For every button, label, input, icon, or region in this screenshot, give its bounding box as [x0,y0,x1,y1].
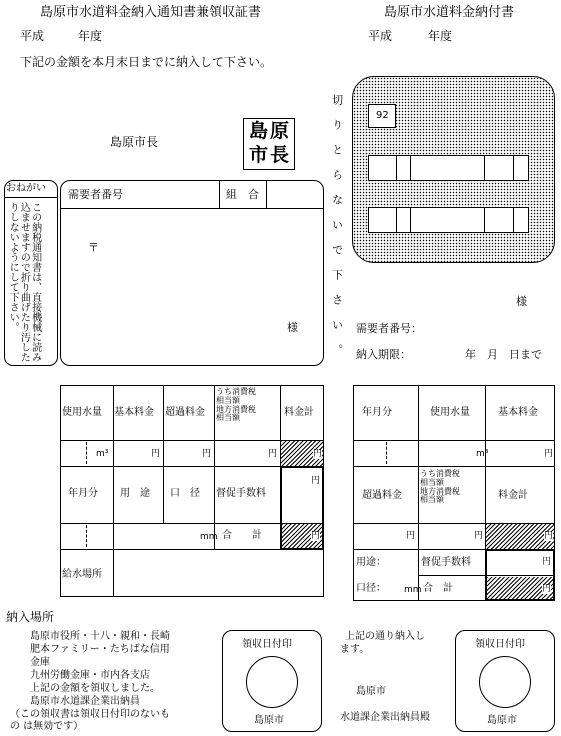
left-h-tax: うち消費税 相当額 地方消費税 相当額 [216,387,256,423]
stub-deadline-value: 年 月 日まで [465,348,542,361]
receipt-stamp-place-left: 島原市 [254,715,284,726]
postal-mark: 〒 [88,241,99,254]
right-u-m3: m³ [476,449,489,459]
right-u-yen-5: 円 [542,557,552,567]
left-u-yen-3: 円 [268,449,278,459]
payment-place-line: 九州労働金庫・市内各支店 [30,670,150,681]
mayor-seal: 島 原 市 長 [243,118,295,170]
customer-number-label: 需要者番号 [68,188,123,201]
code-value: 92 [376,110,389,121]
right-u-yen-1: 円 [544,449,554,459]
receipt-note-line1: 上記の通り納入し [345,631,425,642]
notice-label: おねがい [6,183,46,194]
right-u-yen-2: 円 [406,531,416,541]
left-h-month: 年月分 [68,488,98,499]
do-not-cut-note: 切りとらないで下さい。 [330,94,344,369]
left-h-bore: 口 径 [170,488,200,499]
left-h-total: 料金計 [284,407,314,418]
right-h-usage: 使用水量 [430,407,470,418]
stub-customer-number-label: 需要者番号： [356,322,422,335]
right-use-label: 用途： [356,557,386,568]
stub-honorific: 様 [516,295,527,308]
era-label-right: 平成 [368,29,393,43]
right-u-yen-6: 円 [542,584,552,594]
right-h-month: 年月分 [362,407,392,418]
fiscal-year-label-right: 年度 [428,29,453,43]
right-h-excess: 超過料金 [362,490,402,501]
receipt-stamp-title-right: 領収日付印 [475,639,525,650]
left-h-base: 基本料金 [114,407,154,418]
right-h-tax: うち消費税 相当額 地方消費税 相当額 [420,469,460,505]
payer-honorific: 様 [287,321,298,334]
left-form-title: 島原市水道料金納入通知書兼領収証書 [40,5,262,20]
payment-place-line: 島原市役所・十八・親和・長崎 [30,631,170,642]
left-u-yen-2: 円 [202,449,212,459]
left-u-mm: mm [200,532,218,542]
receipt-note-dept: 水道課企業出納員殿 [340,712,430,723]
right-u-mm: mm [404,585,422,595]
right-fee-label: 督促手数料 [421,557,471,568]
mayor-label: 島原市長 [110,135,159,149]
left-h-usage: 使用水量 [62,407,102,418]
payment-place-line: 肥本ファミリー・たちばな信用 [30,644,170,655]
left-u-yen-1: 円 [151,449,161,459]
right-u-yen-3: 円 [474,531,484,541]
left-u-yen-5: 円 [311,476,321,486]
ocr-field-2 [368,207,529,233]
payment-place-line: 金庫 [30,657,50,668]
payment-place-title: 納入場所 [6,610,55,624]
supply-place-label: 給水場所 [62,569,102,580]
left-h-use: 用 途 [120,488,150,499]
left-h-excess: 超過料金 [165,407,205,418]
payment-place-line: の は無効です） [10,721,84,732]
date-stamp-circle-right [479,656,531,708]
right-h-total: 料金計 [498,490,528,501]
date-stamp-circle-left [246,656,298,708]
notice-text: この納税通知書は、直接機械に読み込ませますので折り曲げたり汚したりしないようにして下さい。 [7,202,41,362]
receipt-note-city: 島原市 [356,686,386,697]
right-u-yen-4: 円 [544,531,554,541]
left-u-yen-4: 円 [313,449,323,459]
left-u-yen-6: 円 [311,531,321,541]
stub-deadline-label: 納入期限： [356,348,411,361]
payment-place-line: （この領収書は領収日付印のないも [10,709,170,720]
left-h-fee: 督促手数料 [216,488,266,499]
receipt-stamp-place-right: 島原市 [487,715,517,726]
kumiai-label: 組 合 [226,188,259,201]
payment-place-line: 上記の金額を領収しました。 [30,683,160,694]
instruction-text: 下記の金額を本月末日までに納入して下さい。 [20,55,273,69]
left-u-m3: m³ [96,449,109,459]
era-label: 平成 [20,29,45,43]
ocr-field-1 [368,155,529,181]
right-h-base: 基本料金 [498,407,538,418]
left-h-sum: 合 計 [222,530,262,541]
right-sum-label: 合 計 [423,583,453,594]
fiscal-year-label: 年度 [78,29,103,43]
receipt-stamp-title-left: 領収日付印 [242,639,292,650]
payment-place-line: 島原市水道課企業出納員 [30,696,140,707]
right-bore-label: 口径： [356,583,386,594]
receipt-note-line2: ます。 [340,644,370,655]
right-form-title: 島原市水道料金納付書 [384,5,515,20]
